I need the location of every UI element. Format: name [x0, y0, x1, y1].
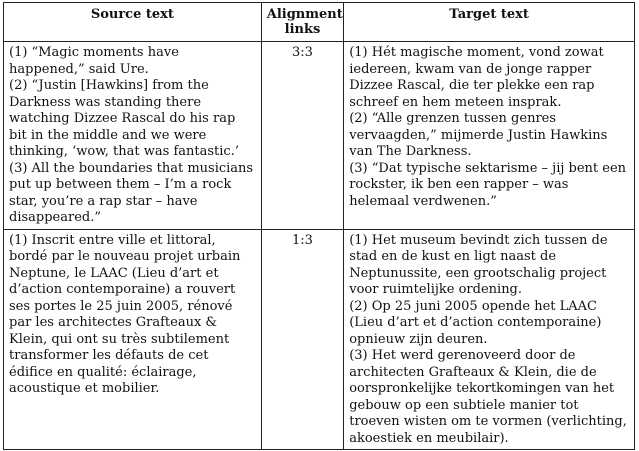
header-alignment-links: Alignment links	[261, 3, 343, 42]
source-cell	[4, 229, 262, 450]
target-sentence: (3) Het werd gerenoveerd door de architecten Grafteaux & Klein, die de oorspronkelijke tekortkomingen van het gebouw op een subtiele manier tot troeven wisten om te vormen (verlichting, akoestiek en meubilair).	[349, 348, 627, 446]
target-sentence: (1) Het museum bevindt zich tussen de stad en de kust en ligt naast de Neptunussite, een grootschalig project voor ruimtelijke ordening.	[349, 232, 608, 297]
source-sentence: (2) “Justin [Hawkins] from the Darkness was standing there watching Dizzee Rascal do his rap bit in the middle and we were thinking, ‘wow, that was fantastic.’	[9, 78, 239, 159]
header-row	[4, 3, 635, 42]
source-cell	[4, 42, 262, 230]
target-sentence: (3) “Dat typische sektarisme – jij bent een rockster, ik ben een rapper – was helemaal verdwenen.”	[349, 160, 627, 209]
alignment-table	[3, 2, 635, 450]
table-row	[4, 42, 635, 230]
source-sentence: (1) “Magic moments have happened,” said Ure.	[9, 45, 179, 77]
header-target-text: Target text	[344, 3, 635, 42]
source-sentence: (3) All the boundaries that musicians put up between them – I’m a rock star, you’re a rap star – have disappeared.”	[9, 160, 254, 225]
alignment-links-cell: 1:3	[261, 229, 343, 450]
alignment-table-container	[3, 2, 635, 450]
header-source-text: Source text	[4, 3, 262, 42]
target-cell	[344, 42, 635, 230]
target-sentence: (2) “Alle grenzen tussen genres vervaagden,” mijmerde Justin Hawkins van The Darkness.	[349, 111, 608, 159]
alignment-links-cell: 3:3	[261, 42, 343, 230]
target-sentence: (2) Op 25 juni 2005 opende het LAAC (Lieu d’art et d’action contemporaine) opnieuw zijn deuren.	[349, 298, 602, 347]
target-sentence: (1) Hét magische moment, vond zowat iedereen, kwam van de jonge rapper Dizzee Rascal, die ter plekke een rap schreef en hem meteen insprak.	[349, 45, 604, 110]
target-cell	[344, 229, 635, 450]
source-sentence: (1) Inscrit entre ville et littoral, bordé par le nouveau projet urbain Neptune, le LAAC (Lieu d’art et d’action contemporaine) a rouvert ses portes le 25 juin 2005, rénové par les architectes Grafteaux & Klein, qui ont su très subtilement transformer les défauts de cet édifice en qualité: éclairage, acoustique et mobilier.	[9, 232, 241, 396]
table-row	[4, 229, 635, 450]
